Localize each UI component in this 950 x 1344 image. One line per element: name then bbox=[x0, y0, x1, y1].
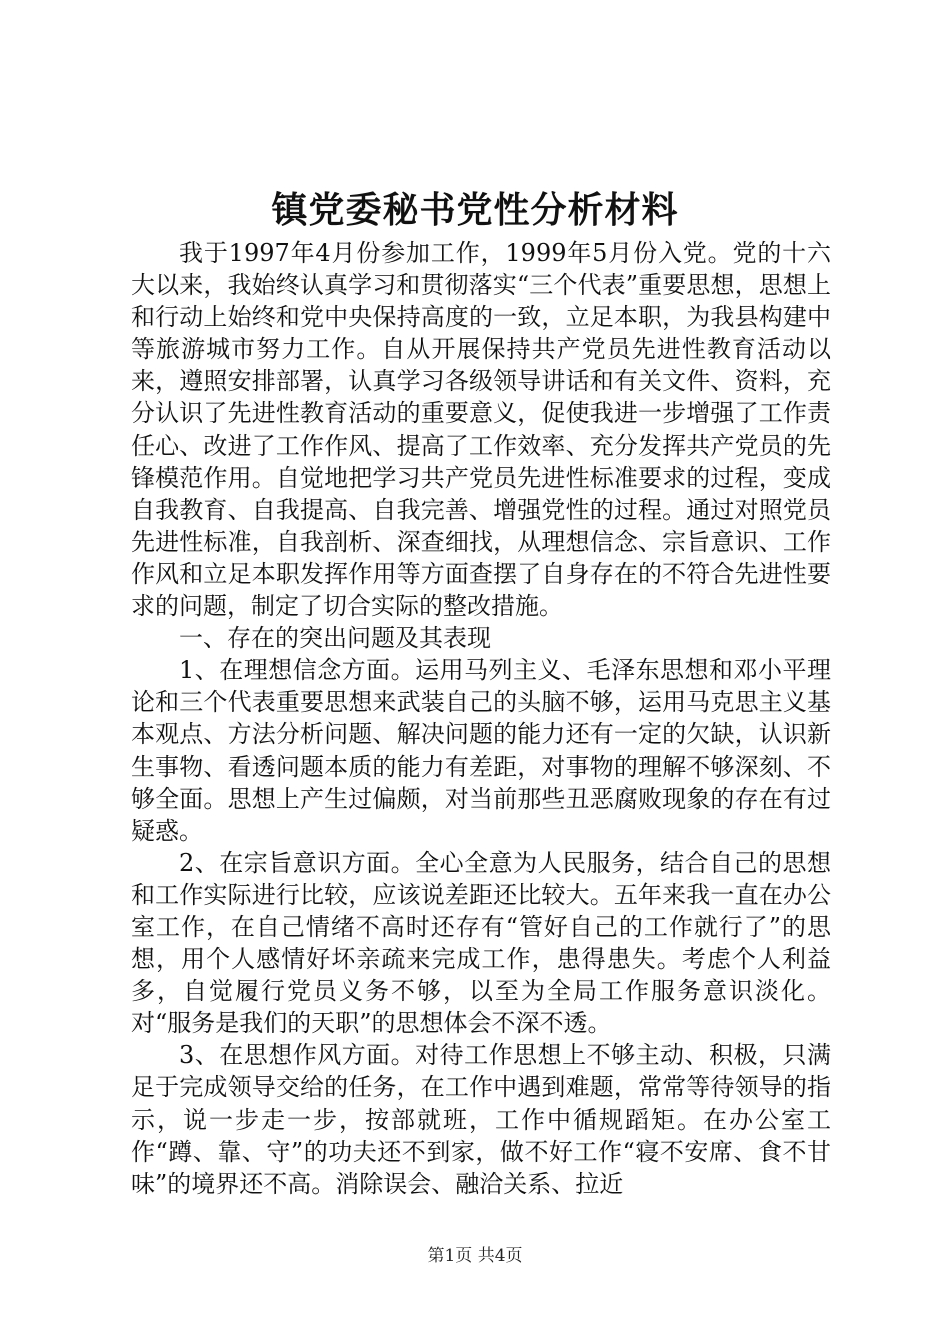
paragraph-ideals: 1、在理想信念方面。运用马列主义、毛泽东思想和邓小平理论和三个代表重要思想来武装自己的头脑不够，运用马克思主义基本观点、方法分析问题、解决问题的能力还有一定的欠缺，认识新生事物、看透问题本质的能力有差距，对事物的理解不够深刻、不够全面。思想上产生过偏颇，对当前那些丑恶腐败现象的存在有过疑惑。 bbox=[131, 656, 831, 845]
document-title: 镇党委秘书党性分析材料 bbox=[271, 189, 679, 231]
paragraph-work-style: 3、在思想作风方面。对待工作思想上不够主动、积极，只满足于完成领导交给的任务，在工作中遇到难题，常常等待领导的指示，说一步走一步，按部就班，工作中循规蹈矩。在办公室工作“蹲、靠、守”的功夫还不到家，做不好工作“寝不安席、食不甘味”的境界还不高。消除误会、融洽关系、拉近 bbox=[131, 1041, 831, 1198]
section-heading: 一、存在的突出问题及其表现 bbox=[179, 624, 491, 653]
page-number-footer: 第1页 共4页 bbox=[427, 1246, 523, 1266]
paragraph-purpose: 2、在宗旨意识方面。全心全意为人民服务，结合自己的思想和工作实际进行比较，应该说差距还比较大。五年来我一直在办公室工作，在自己情绪不高时还存有“管好自己的工作就行了”的思想，用个人感情好坏亲疏来完成工作，患得患失。考虑个人利益多，自觉履行党员义务不够，以至为全局工作服务意识淡化。对“服务是我们的天职”的思想体会不深不透。 bbox=[131, 848, 831, 1038]
document-body bbox=[131, 237, 831, 1200]
paragraph-intro: 我于1997年4月份参加工作，1999年5月份入党。党的十六大以来，我始终认真学习和贯彻落实“三个代表”重要思想，思想上和行动上始终和党中央保持高度的一致，立足本职，为我县构建中等旅游城市努力工作。自从开展保持共产党员先进性教育活动以来，遵照安排部署，认真学习各级领导讲话和有关文件、资料，充分认识了先进性教育活动的重要意义，促使我进一步增强了工作责任心、改进了工作作风、提高了工作效率、充分发挥共产党员的先锋模范作用。自觉地把学习共产党员先进性标准要求的过程，变成自我教育、自我提高、自我完善、增强党性的过程。通过对照党员先进性标准，自我剖析、深查细找，从理想信念、宗旨意识、工作作风和立足本职发挥作用等方面查摆了自身存在的不符合先进性要求的问题，制定了切合实际的整改措施。 bbox=[131, 239, 831, 621]
